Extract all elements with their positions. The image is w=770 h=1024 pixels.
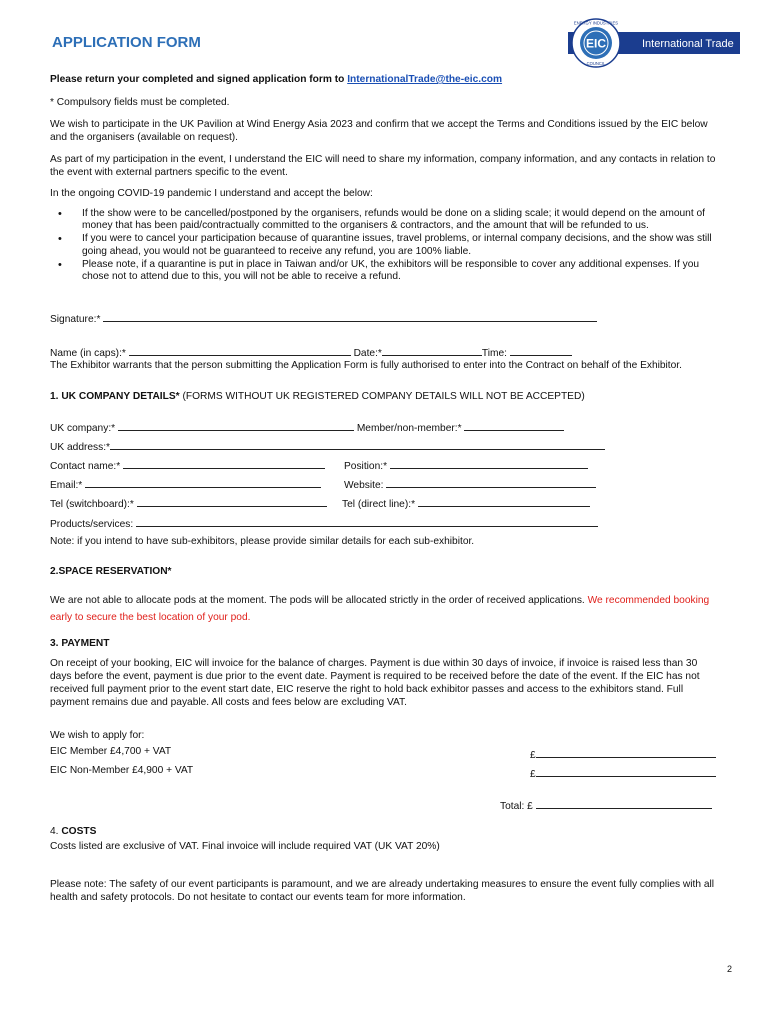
tel-direct-row [342,495,590,510]
return-instruction-text: Please return your completed and signed application form to [50,74,348,85]
section-costs-heading [50,826,96,837]
tel-direct-label: Tel (direct line):* [342,499,416,510]
space-reservation-text: We are not able to allocate pods at the moment. The pods will be allocated strictly in the order of received applications. [50,595,588,606]
date-field[interactable] [382,344,482,356]
costs-vat-note: Costs listed are exclusive of VAT. Final invoice will include required VAT (UK VAT 20%) [50,841,440,852]
section-uk-company-heading [50,391,585,402]
time-field[interactable] [510,344,572,356]
tel-switchboard-label: Tel (switchboard):* [50,499,134,510]
name-date-time-row [50,344,572,359]
return-instruction [50,74,502,85]
member-currency: £ [530,750,536,761]
position-label: Position:* [344,461,388,472]
booking-recommendation: We recommended booking [587,595,710,606]
date-label: Date:* [353,348,382,359]
website-field[interactable] [386,476,596,488]
covid-intro: In the ongoing COVID-19 pandemic I understand and accept the below: [50,188,373,199]
authorisation-statement: The Exhibitor warrants that the person submitting the Application Form is fully authorised to enter into the Contract on behalf of the Exhibitor. [50,360,682,371]
total-label: Total: £ [500,801,533,812]
position-row [344,457,588,472]
page-number: 2 [726,964,732,974]
payment-terms-paragraph: On receipt of your booking, EIC will invoice for the balance of charges. Payment is due within 30 days of invoice, if invoice is raised less than 30 days before the event, payment is due prior to the event date. Payment is required to be received before the date of the event. If the EIC has not received full payment prior to the event start date, EIC reserve the right to hold back exhibitor passes and access to the exhibitors stand. Full payment remains due and payable. All costs and fees below are excluding VAT. [50,658,700,708]
tel-switchboard-field[interactable] [137,495,327,507]
website-row [344,476,596,491]
page-title: APPLICATION FORM [52,34,201,51]
member-price-label: EIC Member £4,700 + VAT [50,746,172,757]
data-sharing-paragraph: As part of my participation in the event, I understand the EIC will need to share my information, company information, and any contacts in relation to the event with external partners specific to the event. [50,154,716,178]
eic-logo [548,18,740,68]
contact-name-label: Contact name:* [50,461,121,472]
total-amount-field[interactable] [536,797,712,809]
products-label: Products/services: [50,519,134,530]
time-label: Time: [481,348,507,359]
sub-exhibitor-note: Note: if you intend to have sub-exhibitors, please provide similar details for each sub-exhibitor. [50,536,475,547]
non-member-amount-field[interactable] [536,765,716,777]
website-label: Website: [344,480,384,491]
list-item: • If the show were to be cancelled/postponed by the organisers, refunds would be done on a sliding scale; it would depend on the amount of money that has been paid/contractually committed to the organisers & contractors, and the amount that will be refunded to us. [50,208,720,233]
logo-banner-text: International Trade [642,38,734,50]
uk-address-row [50,438,605,453]
non-member-price-label: EIC Non-Member £4,900 + VAT [50,765,194,776]
tel-direct-field[interactable] [418,495,590,507]
membership-field[interactable] [464,419,564,431]
apply-for-label: We wish to apply for: [50,730,145,741]
section-costs-title: COSTS [61,826,97,837]
member-amount-field[interactable] [536,746,716,758]
space-reservation-line-1 [50,595,709,606]
covid-terms-list [50,208,720,284]
contact-name-field[interactable] [123,457,325,469]
contact-name-row [50,457,325,472]
total-row [500,797,712,812]
position-field[interactable] [390,457,588,469]
products-field[interactable] [136,515,598,527]
logo-ring-top-text: ENERGY INDUSTRIES [573,20,619,26]
uk-address-label: UK address:* [50,442,111,453]
member-price-row [530,746,716,761]
membership-label: Member/non-member:* [356,423,462,434]
section-space-reservation-heading: 2.SPACE RESERVATION* [50,566,172,577]
section-uk-company-title: 1. UK COMPANY DETAILS* [50,391,180,402]
non-member-price-row [530,765,716,780]
participation-paragraph: We wish to participate in the UK Pavilion at Wind Energy Asia 2023 and confirm that we accept the Terms and Conditions issued by the EIC below and the organisers (available on request). [50,119,708,143]
section-costs-number: 4. [50,826,62,837]
tel-switchboard-row [50,495,327,510]
section-payment-heading: 3. PAYMENT [50,638,110,649]
signature-field[interactable] [103,310,597,322]
email-row [50,476,321,491]
logo-badge-text: EIC [585,36,607,51]
products-row [50,515,598,530]
compulsory-note: * Compulsory fields must be completed. [50,97,230,108]
email-field[interactable] [85,476,321,488]
list-item: • Please note, if a quarantine is put in place in Taiwan and/or UK, the exhibitors will be responsible to cover any additional expenses. If you chose not to attend due to this, you will not be able to receive a refund. [50,259,720,284]
name-label: Name (in caps):* [50,348,126,359]
uk-company-label: UK company:* [50,423,116,434]
signature-label: Signature:* [50,314,101,325]
uk-address-field[interactable] [110,438,605,450]
uk-company-row [50,419,564,434]
uk-company-field[interactable] [118,419,354,431]
email-label: Email:* [50,480,83,491]
safety-note: Please note: The safety of our event participants is paramount, and we are already undertaking measures to ensure the event fully complies with all health and safety protocols. Do not hesitate to contact our events team for more information. [50,879,715,903]
return-email-link[interactable]: InternationalTrade@the-eic.com [347,74,503,85]
non-member-currency: £ [530,769,536,780]
section-uk-company-subtitle: (FORMS WITHOUT UK REGISTERED COMPANY DETAILS WILL NOT BE ACCEPTED) [179,391,585,402]
booking-recommendation-continued: early to secure the best location of your pod. [50,612,251,623]
signature-row [50,310,597,325]
list-item: • If you were to cancel your participation because of quarantine issues, travel problems, or internal company decisions, and the show was still going ahead, you would not be guaranteed to receive any refund, you are 100% liable. [50,233,720,258]
logo-ring-bottom-text: COUNCIL [586,61,606,66]
name-field[interactable] [129,344,351,356]
eic-logo-graphic [548,18,740,68]
